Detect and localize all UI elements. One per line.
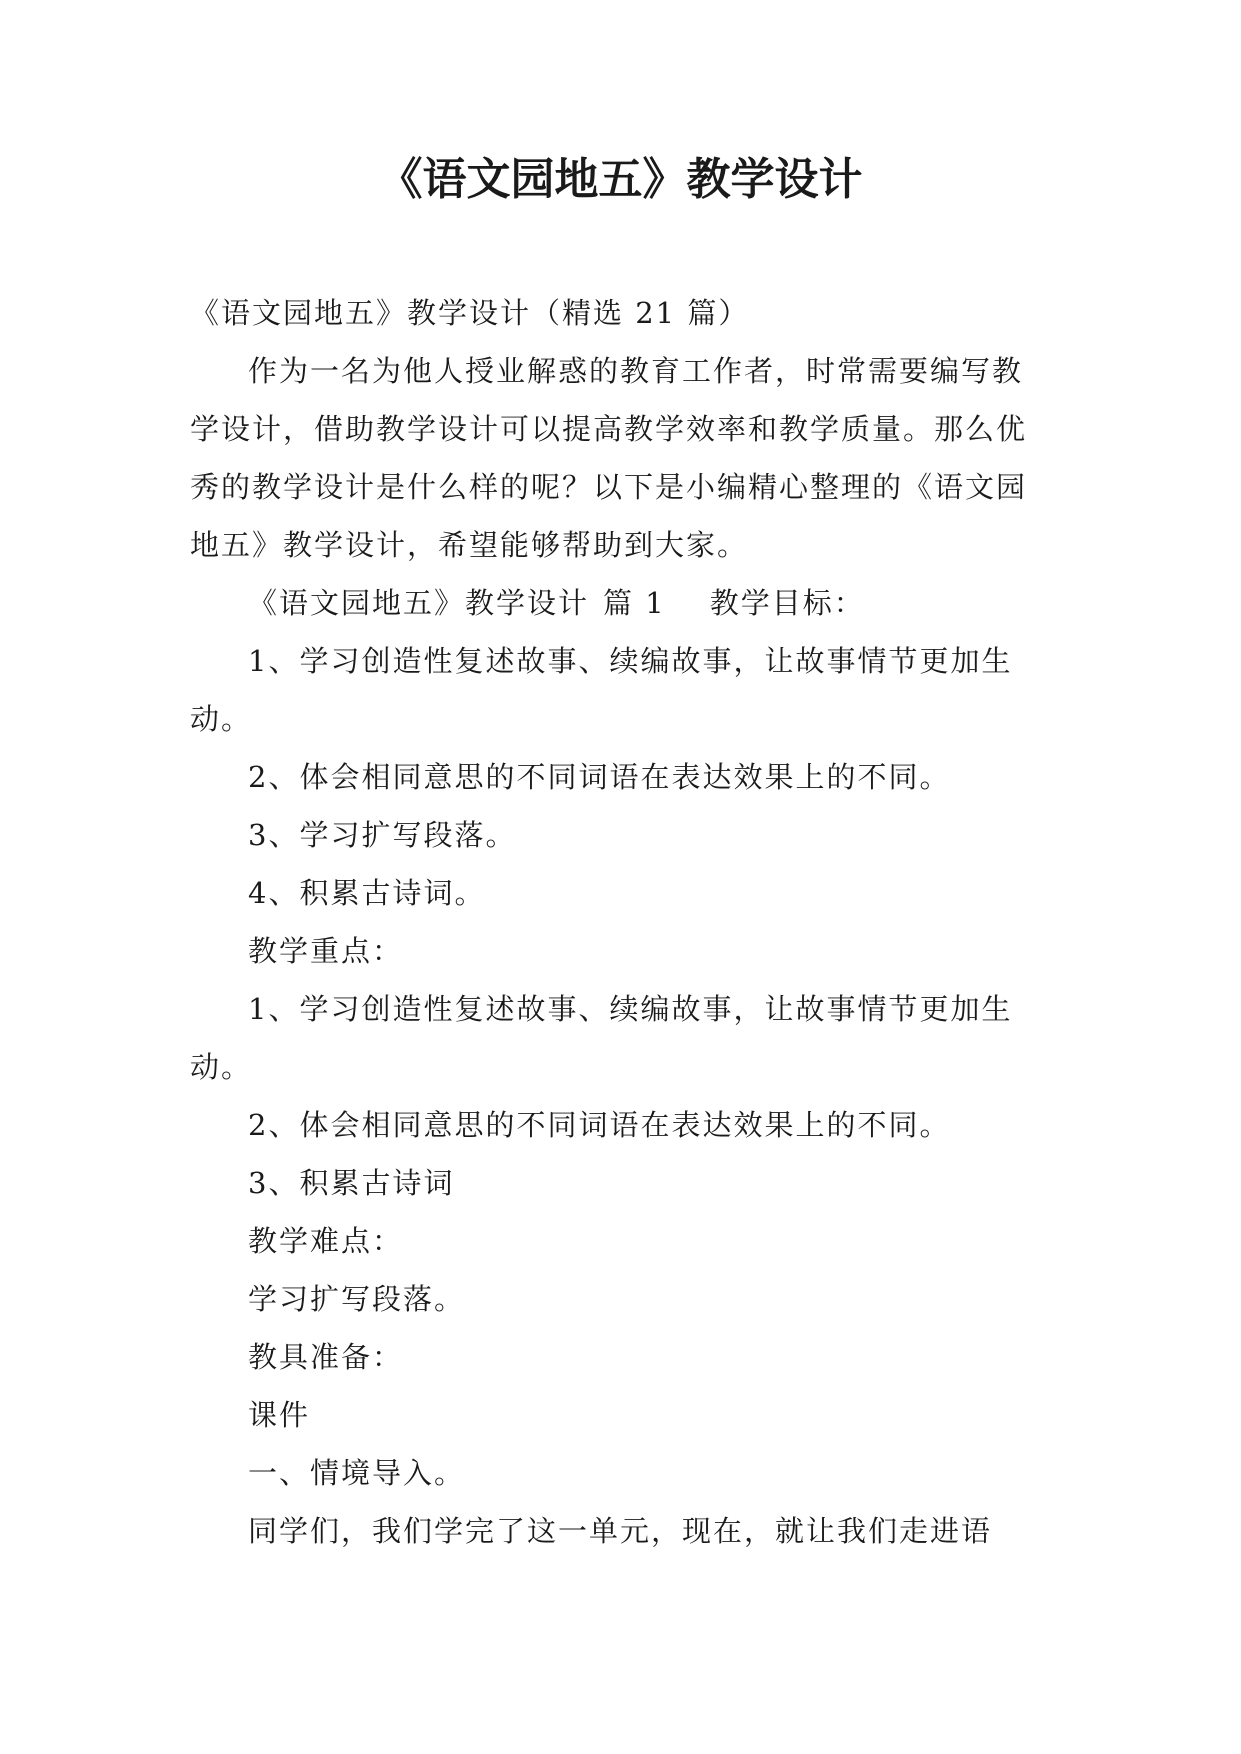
difficulty-label: 教学难点：	[248, 1224, 404, 1258]
section-heading-number: 篇 1	[603, 586, 666, 620]
objective-item: 4、积累古诗词。	[248, 876, 486, 910]
section-heading-label: 教学目标：	[709, 586, 865, 620]
objective-item: 3、学习扩写段落。	[248, 818, 517, 852]
section-heading-title: 《语文园地五》教学设计	[248, 586, 590, 620]
key-points-label: 教学重点：	[248, 934, 404, 968]
key-point-item: 2、体会相同意思的不同词语在表达效果上的不同。	[248, 1108, 951, 1142]
objective-item: 2、体会相同意思的不同词语在表达效果上的不同。	[248, 760, 951, 794]
step1-label: 一、情境导入。	[248, 1456, 466, 1490]
step1-text: 同学们，我们学完了这一单元，现在，就让我们走进语	[248, 1514, 993, 1548]
document-subtitle: 《语文园地五》教学设计（精选 21 篇）	[190, 296, 750, 330]
key-point-item: 3、积累古诗词	[248, 1166, 455, 1200]
document-title: 《语文园地五》教学设计	[378, 154, 863, 205]
section-heading	[190, 574, 1052, 632]
document-body	[190, 284, 1052, 1560]
intro-paragraph: 作为一名为他人授业解惑的教育工作者，时常需要编写教学设计，借助教学设计可以提高教学效率和教学质量。那么优秀的教学设计是什么样的呢？以下是小编精心整理的《语文园地五》教学设计，希望能够帮助到大家。	[190, 354, 1028, 562]
materials-text: 课件	[248, 1398, 311, 1432]
objective-item: 1、学习创造性复述故事、续编故事，让故事情节更加生动。	[190, 644, 1013, 736]
materials-label: 教具准备：	[248, 1340, 404, 1374]
difficulty-text: 学习扩写段落。	[248, 1282, 466, 1316]
key-point-item: 1、学习创造性复述故事、续编故事，让故事情节更加生动。	[190, 992, 1013, 1084]
